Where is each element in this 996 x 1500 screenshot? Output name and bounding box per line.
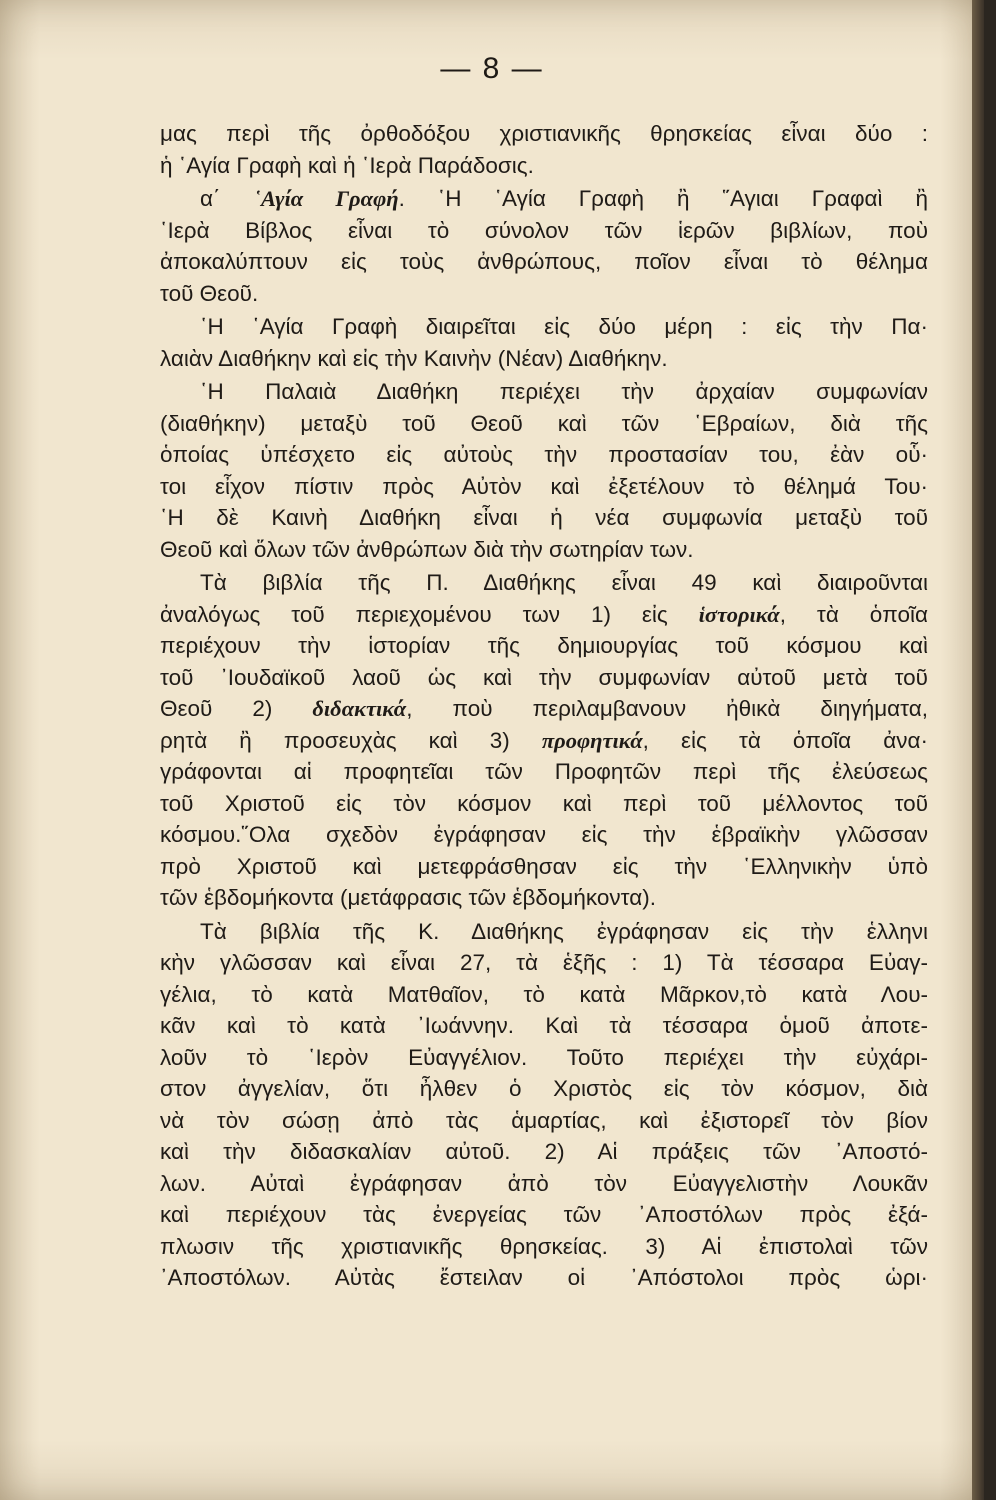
text-line: ἡ ῾Αγία Γραφὴ καὶ ἡ ῾Ιερὰ Παράδοσις.	[160, 152, 534, 178]
text-line: κὴν γλῶσσαν καὶ εἶναι 27, τὰ ἑξῆς : 1) Τὰ τέσσαρα Εὐαγ-	[160, 950, 928, 975]
text-line: ῾Ιερὰ Βίβλος εἶναι τὸ σύνολον τῶν ἱερῶν βιβλίων, ποὺ	[160, 217, 928, 243]
text-line: κᾶν καὶ τὸ κατὰ ᾿Ιωάννην. Καὶ τὰ τέσσαρα ὁμοῦ ἀποτε-	[160, 1013, 928, 1038]
emphasis-term: διδακτικά	[312, 696, 407, 721]
line-fragment: . ῾Η ῾Αγία Γραφὴ ἢ ῞Αγιαι Γραφαὶ ἢ	[398, 186, 928, 211]
text-line: κόσμου.῞Ολα σχεδὸν ἐγράφησαν εἰς τὴν ἑβραϊκὴν γλῶσσαν	[160, 822, 928, 847]
text-line: περιέχουν τὴν ἱστορίαν τῆς δημιουργίας τοῦ κόσμου καὶ	[160, 633, 928, 658]
text-line: (διαθήκην) μεταξὺ τοῦ Θεοῦ καὶ τῶν ῾Εβραίων, διὰ τῆς	[160, 410, 928, 436]
text-line: Τὰ βιβλία τῆς Κ. Διαθήκης ἐγράφησαν εἰς τὴν ἑλληνι	[200, 918, 928, 944]
text-line: ῾Η δὲ Καινὴ Διαθήκη εἶναι ἡ νέα συμφωνία μεταξὺ τοῦ	[160, 505, 928, 530]
text-line: ὁποίας ὑπέσχετο εἰς αὐτοὺς τὴν προστασίαν του, ἐὰν οὗ·	[160, 442, 928, 467]
body-text	[160, 118, 928, 1294]
text-line: μας περὶ τῆς ὀρθοδόξου χριστιανικῆς θρησκείας εἶναι δύο :	[160, 121, 928, 146]
text-line: λοῦν τὸ ῾Ιερὸν Εὐαγγέλιον. Τοῦτο περιέχει τὴν εὐχάρι-	[160, 1044, 928, 1070]
text-line: τοι εἶχον πίστιν πρὸς Αὐτὸν καὶ ἐξετέλουν τὸ θέλημά Του·	[160, 473, 928, 499]
emphasis-term: προφητικά	[541, 727, 643, 753]
text-line: στον ἀγγελίαν, ὅτι ἦλθεν ὁ Χριστὸς εἰς τὸν κόσμον, διὰ	[160, 1076, 928, 1101]
text-line: πλωσιν τῆς χριστιανικῆς θρησκείας. 3) Αἱ ἐπιστολαὶ τῶν	[160, 1233, 928, 1259]
text-line: ἀποκαλύπτουν εἰς τοὺς ἀνθρώπους, ποῖον εἶναι τὸ θέλημα	[160, 249, 928, 274]
page-edge-shadow	[972, 0, 984, 1500]
text-line: καὶ τὴν διδασκαλίαν αὐτοῦ. 2) Αἱ πράξεις τῶν ᾿Αποστό-	[160, 1139, 928, 1164]
text-line: καὶ περιέχουν τὰς ἐνεργείας τῶν ᾿Αποστόλων πρὸς ἐξά-	[160, 1202, 928, 1227]
text-line: γράφονται αἱ προφητεῖαι τῶν Προφητῶν περὶ τῆς ἐλεύσεως	[160, 759, 928, 784]
text-line: λαιὰν Διαθήκην καὶ εἰς τὴν Καινὴν (Νέαν) Διαθήκην.	[160, 345, 668, 371]
line-fragment: , ποὺ περιλαμβανουν ἠθικὰ διηγήματα,	[406, 696, 929, 721]
line-fragment: ρητὰ ἢ προσευχὰς καὶ 3)	[160, 727, 542, 753]
line-fragment: α΄	[200, 186, 254, 211]
line-fragment: , τὰ ὁποῖα	[779, 601, 928, 627]
line-fragment: ἀναλόγως τοῦ περιεχομένου των 1) εἰς	[160, 601, 699, 627]
text-line: γέλια, τὸ κατὰ Ματθαῖον, τὸ κατὰ Μᾶρκον,τὸ κατὰ Λου-	[160, 981, 928, 1007]
text-line: ᾿Αποστόλων. Αὐτὰς ἔστειλαν οἱ ᾿Απόστολοι πρὸς ὡρι·	[160, 1265, 928, 1290]
text-line: πρὸ Χριστοῦ καὶ μετεφράσθησαν εἰς τὴν ῾Ελληνικὴν ὑπὸ	[160, 853, 928, 879]
text-line	[160, 183, 928, 215]
text-line: νὰ τὸν σώσῃ ἀπὸ τὰς ἁμαρτίας, καὶ ἐξιστορεῖ τὸν βίον	[160, 1107, 928, 1133]
text-line: τοῦ ᾿Ιουδαϊκοῦ λαοῦ ὡς καὶ τὴν συμφωνίαν αὐτοῦ μετὰ τοῦ	[160, 664, 928, 690]
text-line: τοῦ Θεοῦ.	[160, 280, 259, 306]
page-number: — 8 —	[440, 52, 544, 85]
text-line: Θεοῦ καὶ ὅλων τῶν ἀνθρώπων διὰ τὴν σωτηρίαν των.	[160, 536, 694, 562]
text-line: λων. Αὐταὶ ἐγράφησαν ἀπὸ τὸν Εὐαγγελιστὴν Λουκᾶν	[160, 1170, 928, 1196]
text-line	[160, 725, 928, 757]
text-line: ῾Η Παλαιὰ Διαθήκη περιέχει τὴν ἀρχαίαν συμφωνίαν	[200, 379, 928, 404]
text-line: Τὰ βιβλία τῆς Π. Διαθήκης εἶναι 49 καὶ διαιροῦνται	[200, 570, 928, 595]
text-line: τοῦ Χριστοῦ εἰς τὸν κόσμον καὶ περὶ τοῦ μέλλοντος τοῦ	[160, 790, 928, 816]
text-line	[160, 693, 928, 725]
line-fragment: Θεοῦ 2)	[160, 696, 313, 721]
section-heading: ῾Αγία Γραφή	[253, 186, 399, 211]
text-line	[160, 599, 928, 631]
emphasis-term: ἱστορικά	[698, 601, 780, 627]
text-line: τῶν ἑβδομήκοντα (μετάφρασις τῶν ἑβδομήκοντα).	[160, 885, 656, 910]
line-fragment: , εἰς τὰ ὁποῖα ἀνα·	[642, 727, 928, 753]
text-line: ῾Η ῾Αγία Γραφὴ διαιρεῖται εἰς δύο μέρη : εἰς τὴν Πα·	[200, 314, 928, 339]
